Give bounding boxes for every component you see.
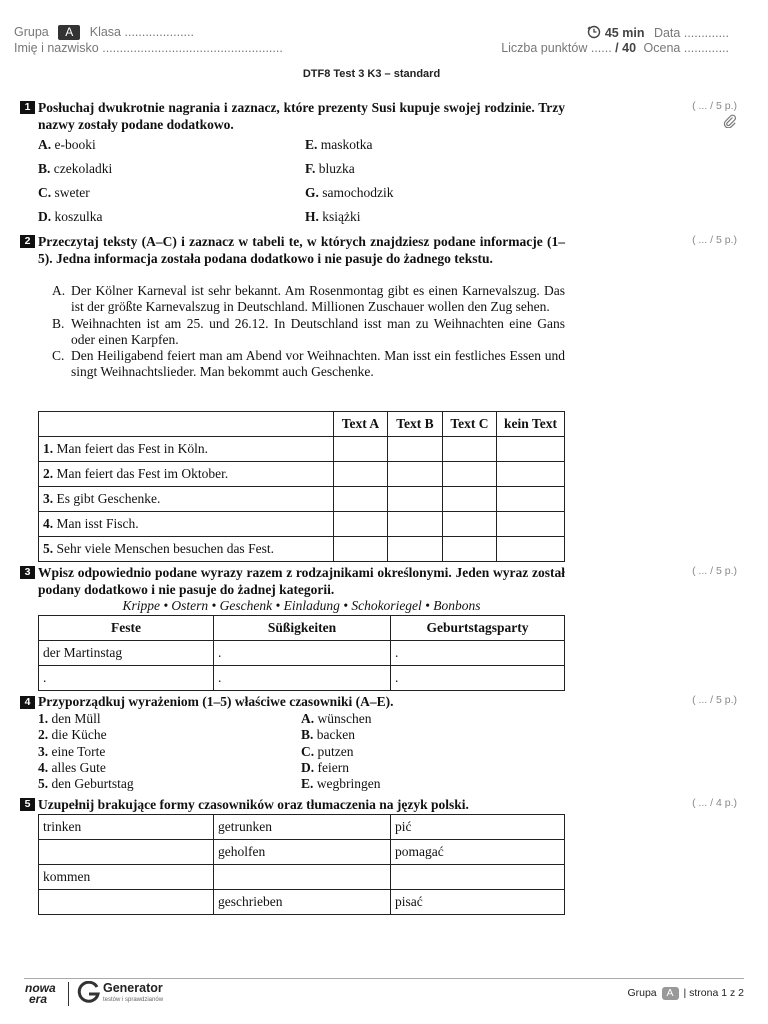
table-row bbox=[39, 890, 565, 915]
logo-text-bottom: era bbox=[29, 992, 48, 1006]
answer-cell[interactable] bbox=[443, 437, 497, 462]
answer-cell[interactable] bbox=[497, 437, 565, 462]
nowa-era-logo bbox=[25, 983, 61, 1005]
name-field[interactable]: .................................................... bbox=[102, 41, 283, 55]
task1-option-e[interactable]: E. maskotka bbox=[305, 137, 373, 152]
page-title: DTF8 Test 3 K3 – standard bbox=[302, 68, 441, 80]
col-header: kein Text bbox=[497, 412, 565, 437]
answer-cell[interactable] bbox=[388, 437, 443, 462]
col-header: Süßigkeiten bbox=[214, 616, 391, 641]
table-row bbox=[39, 840, 565, 865]
task-number-2: 2 bbox=[20, 235, 35, 248]
statement: 1. Man feiert das Fest in Köln. bbox=[39, 437, 334, 462]
table-header-row bbox=[39, 616, 565, 641]
statement: 3. Es gibt Geschenke. bbox=[39, 487, 334, 512]
table-row bbox=[39, 666, 565, 691]
task5-instruction: Uzupełnij brakujące formy czasowników oraz tłumaczenia na język polski. bbox=[38, 797, 469, 812]
answer-cell[interactable] bbox=[497, 537, 565, 562]
footer-group-label: Grupa bbox=[627, 987, 657, 999]
list-item: E. wegbringen bbox=[301, 776, 381, 792]
answer-cell[interactable]: . bbox=[39, 666, 214, 691]
name-label: Imię i nazwisko bbox=[14, 41, 99, 55]
task1-option-a[interactable]: A. e-booki bbox=[38, 137, 96, 152]
table-row bbox=[39, 487, 565, 512]
text-c: C. Den Heiligabend feiert man am Abend vor Weihnachten. Man isst ein festliches Essen und singt Weihnachtslieder. Man bekommt auch Geschenke. bbox=[52, 348, 565, 380]
answer-cell[interactable]: . bbox=[391, 666, 565, 691]
paperclip-icon bbox=[723, 114, 737, 128]
task1-option-c[interactable]: C. sweter bbox=[38, 185, 90, 200]
task5-table bbox=[38, 814, 565, 915]
answer-cell[interactable]: geholfen bbox=[214, 840, 391, 865]
generator-logo bbox=[103, 982, 163, 1006]
statement: 2. Man feiert das Fest im Oktober. bbox=[39, 462, 334, 487]
logo-separator bbox=[68, 982, 69, 1006]
group-line bbox=[14, 25, 194, 40]
points-label: Liczba punktów bbox=[501, 41, 588, 55]
answer-cell[interactable] bbox=[388, 512, 443, 537]
answer-cell[interactable] bbox=[388, 462, 443, 487]
footer-page-info bbox=[627, 987, 744, 1000]
points-total: / 40 bbox=[615, 41, 637, 55]
table-header-row bbox=[39, 412, 565, 437]
table-row bbox=[39, 537, 565, 562]
class-field[interactable]: .................... bbox=[124, 25, 194, 39]
answer-cell[interactable]: . bbox=[391, 641, 565, 666]
date-label: Data bbox=[653, 26, 681, 40]
generator-subtitle: testów i sprawdzianów bbox=[103, 997, 164, 1003]
task-number-4: 4 bbox=[20, 696, 35, 709]
task4-left-list bbox=[38, 711, 134, 792]
footer-group-badge: A bbox=[662, 987, 679, 1000]
list-item: D. feiern bbox=[301, 759, 349, 775]
answer-cell[interactable]: kommen bbox=[39, 865, 214, 890]
group-badge: A bbox=[58, 25, 80, 40]
statement: 5. Sehr viele Menschen besuchen das Fest. bbox=[39, 537, 334, 562]
answer-cell[interactable] bbox=[334, 487, 388, 512]
answer-cell[interactable]: trinken bbox=[39, 815, 214, 840]
answer-cell[interactable]: pić bbox=[391, 815, 565, 840]
task-number-5: 5 bbox=[20, 798, 35, 811]
col-header: Geburtstagsparty bbox=[391, 616, 565, 641]
page-number: | strona 1 z 2 bbox=[683, 987, 744, 999]
task1-option-f[interactable]: F. bluzka bbox=[305, 161, 355, 176]
time-date-line bbox=[587, 25, 729, 40]
answer-cell[interactable] bbox=[443, 487, 497, 512]
task1-instruction: Posłuchaj dwukrotnie nagrania i zaznacz, które prezenty Susi kupuje swojej rodzinie. Trzy nazwy zostały podane dodatkowo. bbox=[38, 100, 565, 132]
list-item: 4. alles Gute bbox=[38, 759, 106, 775]
header-empty bbox=[39, 412, 334, 437]
col-header: Feste bbox=[39, 616, 214, 641]
task3-table bbox=[38, 615, 565, 691]
list-item: 5. den Geburtstag bbox=[38, 776, 134, 792]
task1-option-g[interactable]: G. samochodzik bbox=[305, 185, 394, 200]
text-a: A. Der Kölner Karneval ist sehr bekannt. Am Rosenmontag gibt es einen Karnevalszug. Das ist der größte Karnevalszug in Deutschland. Millionen Zuschauer wollen den Zug sehen. bbox=[52, 283, 565, 315]
answer-cell[interactable] bbox=[443, 462, 497, 487]
date-field[interactable]: ............. bbox=[683, 26, 729, 40]
statement: 4. Man isst Fisch. bbox=[39, 512, 334, 537]
task4-right-list bbox=[301, 711, 381, 792]
list-item: 3. eine Torte bbox=[38, 743, 106, 759]
answer-cell[interactable] bbox=[388, 537, 443, 562]
answer-cell[interactable]: getrunken bbox=[214, 815, 391, 840]
table-row bbox=[39, 641, 565, 666]
generator-title: Generator bbox=[103, 981, 163, 995]
answer-cell[interactable]: . bbox=[214, 641, 391, 666]
task2-instruction: Przeczytaj teksty (A–C) i zaznacz w tabeli te, w których znajdziesz podane informacje (1–5). Jedna informacja została podana dodatkowo i nie pasuje do żadnego tekstu. bbox=[38, 234, 565, 266]
task2-texts bbox=[52, 283, 565, 381]
answer-cell[interactable]: pisać bbox=[391, 890, 565, 915]
class-label: Klasa bbox=[89, 25, 122, 39]
list-item: 2. die Küche bbox=[38, 727, 107, 743]
answer-cell[interactable] bbox=[388, 487, 443, 512]
answer-cell[interactable]: . bbox=[214, 666, 391, 691]
points-field[interactable]: ...... bbox=[590, 41, 612, 55]
logo-text-top: nowa bbox=[25, 981, 56, 995]
task4-instruction: Przyporządkuj wyrażeniom (1–5) właściwe czasowniki (A–E). bbox=[38, 694, 394, 709]
task1-option-h[interactable]: H. książki bbox=[305, 209, 361, 224]
answer-cell[interactable] bbox=[334, 437, 388, 462]
task-number-1: 1 bbox=[20, 101, 35, 114]
answer-cell[interactable] bbox=[497, 487, 565, 512]
answer-cell[interactable] bbox=[443, 537, 497, 562]
grade-label: Ocena bbox=[643, 41, 681, 55]
answer-cell[interactable] bbox=[334, 512, 388, 537]
answer-cell[interactable] bbox=[497, 462, 565, 487]
answer-cell[interactable] bbox=[334, 537, 388, 562]
col-header: Text C bbox=[443, 412, 497, 437]
table-row bbox=[39, 865, 565, 890]
task4-points: ( ... / 5 p.) bbox=[692, 694, 737, 706]
answer-cell[interactable]: geschrieben bbox=[214, 890, 391, 915]
task1-option-b[interactable]: B. czekoladki bbox=[38, 161, 113, 176]
task2-points: ( ... / 5 p.) bbox=[692, 234, 737, 246]
table-row bbox=[39, 437, 565, 462]
task-number-3: 3 bbox=[20, 566, 35, 579]
answer-cell[interactable] bbox=[39, 890, 214, 915]
task3-instruction: Wpisz odpowiednio podane wyrazy razem z rodzajnikami określonymi. Jeden wyraz został podany dodatkowo i nie pasuje do żadnej kategorii. bbox=[38, 565, 565, 597]
answer-cell[interactable] bbox=[334, 462, 388, 487]
table-row bbox=[39, 512, 565, 537]
answer-cell[interactable] bbox=[214, 865, 391, 890]
answer-cell[interactable] bbox=[391, 865, 565, 890]
list-item: 1. den Müll bbox=[38, 711, 101, 726]
list-item: C. putzen bbox=[301, 743, 354, 759]
task2-table bbox=[38, 411, 565, 562]
answer-cell[interactable] bbox=[39, 840, 214, 865]
grade-field[interactable]: ............. bbox=[683, 41, 729, 55]
task1-points: ( ... / 5 p.) bbox=[692, 100, 737, 112]
footer-divider bbox=[24, 978, 744, 979]
text-b: B. Weihnachten ist am 25. und 26.12. In Deutschland isst man zu Weihnachten eine Gans oder einen Karpfen. bbox=[52, 315, 565, 347]
list-item: A. wünschen bbox=[301, 711, 372, 726]
task5-points: ( ... / 4 p.) bbox=[692, 797, 737, 809]
task1-option-d[interactable]: D. koszulka bbox=[38, 209, 103, 224]
word-bank: Krippe • Ostern • Geschenk • Einladung • Schokoriegel • Bonbons bbox=[122, 598, 481, 613]
answer-cell[interactable] bbox=[497, 512, 565, 537]
table-row bbox=[39, 815, 565, 840]
list-item: B. backen bbox=[301, 727, 355, 743]
answer-cell[interactable]: pomagać bbox=[391, 840, 565, 865]
table-row bbox=[39, 462, 565, 487]
answer-cell[interactable]: der Martinstag bbox=[39, 641, 214, 666]
col-header: Text B bbox=[388, 412, 443, 437]
clock-icon bbox=[587, 25, 601, 39]
group-label: Grupa bbox=[14, 25, 49, 39]
points-line bbox=[501, 41, 729, 55]
answer-cell[interactable] bbox=[443, 512, 497, 537]
generator-g-icon bbox=[77, 981, 101, 1005]
col-header: Text A bbox=[334, 412, 388, 437]
name-line bbox=[14, 41, 283, 55]
task3-points: ( ... / 5 p.) bbox=[692, 565, 737, 577]
time-value: 45 min bbox=[604, 26, 645, 40]
